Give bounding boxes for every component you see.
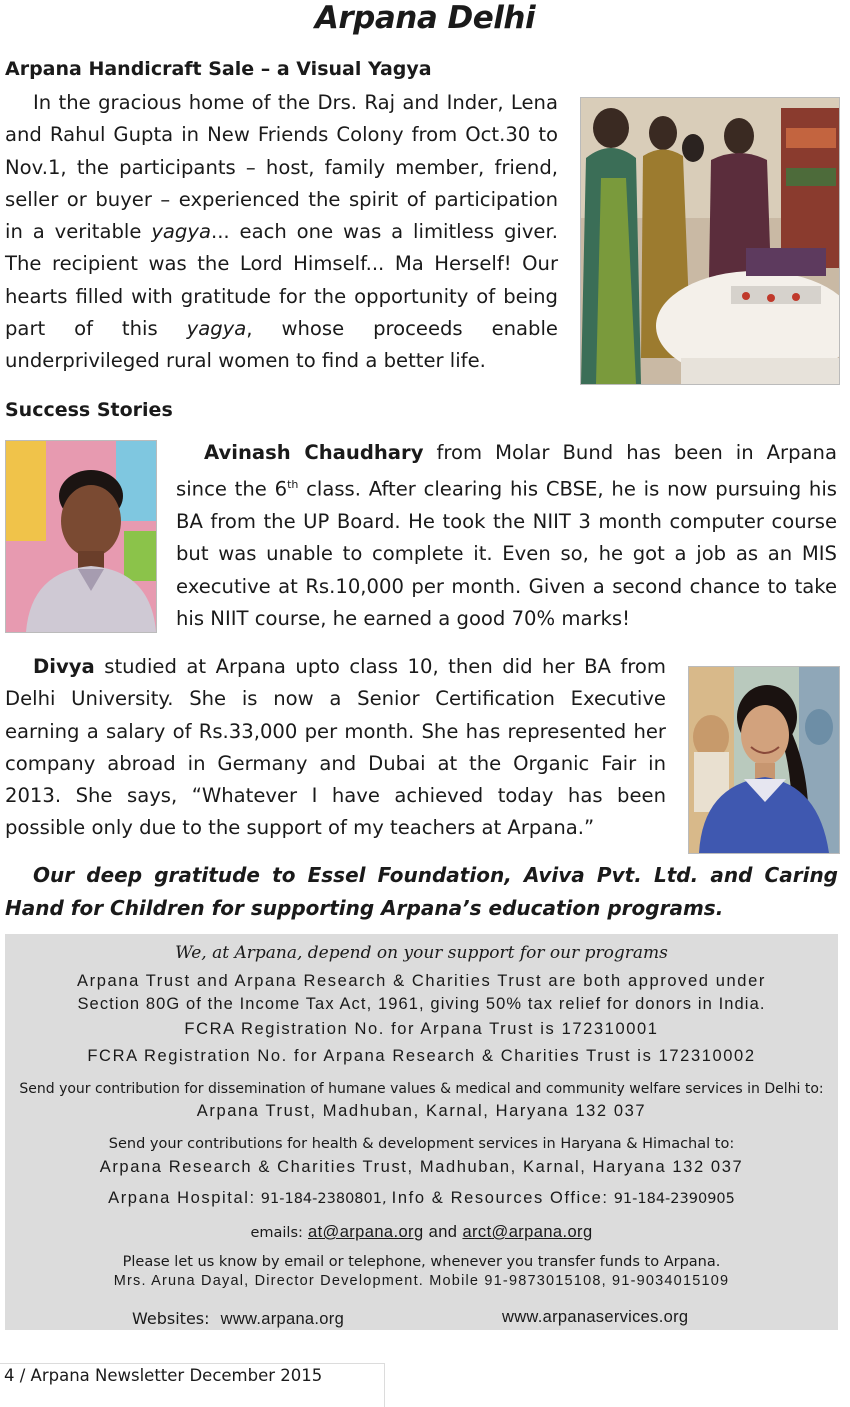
tax-line-2: Section 80G of the Income Tax Act, 1961, giving 50% tax relief for donors in India. [77, 995, 766, 1013]
delhi-address: Arpana Trust, Madhuban, Karnal, Haryana 132 037 [196, 1102, 647, 1120]
support-heading: We, at Arpana, depend on your support for our programs [175, 943, 668, 963]
footer-text: 4 / Arpana Newsletter December 2015 [4, 1366, 323, 1385]
avinash-photo [5, 440, 157, 633]
haryana-intro: Send your contributions for health & development services in Haryana & Himachal to: [108, 1136, 735, 1152]
gratitude-note: Our deep gratitude to Essel Foundation, Aviva Pvt. Ltd. and Caring Hand for Children for supporting Arpana’s education programs. [5, 863, 838, 920]
email-link-arct[interactable]: arct@arpana.org [462, 1223, 593, 1241]
office-label: Info & Resources Office: [391, 1189, 609, 1207]
divya-photo [688, 666, 840, 854]
website-link-arpana[interactable]: www.arpana.org [220, 1310, 345, 1328]
emails-label: emails: [250, 1225, 303, 1241]
support-box [5, 934, 838, 1330]
emails-line [5, 1222, 838, 1242]
fcra-line-2: FCRA Registration No. for Arpana Research & Charities Trust is 172310002 [87, 1047, 756, 1065]
success-stories-heading: Success Stories [5, 399, 173, 421]
handicraft-sale-photo [580, 97, 840, 385]
hospital-label: Arpana Hospital: [108, 1189, 256, 1207]
contact-line: Mrs. Aruna Dayal, Director Development. Mobile 91-9873015108, 91-9034015109 [113, 1273, 730, 1289]
notify-line: Please let us know by email or telephone, whenever you transfer funds to Arpana. [122, 1254, 721, 1270]
page-footer [0, 1363, 385, 1407]
sale-heading: Arpana Handicraft Sale – a Visual Yagya [5, 58, 432, 80]
sale-paragraph: In the gracious home of the Drs. Raj and Inder, Lena and Rahul Gupta in New Friends Colony from Oct.30 to Nov.1, the participants – host, family member, friend, seller or buyer – experienced the spirit of participation in a veritable yagya... each one was a limitless giver. The recipient was the Lord Himself... Ma Herself! Our hearts filled with gratitude for the opportunity of being part of this yagya, whose proceeds enable underprivileged rural women to find a better life. [5, 91, 558, 373]
website-link-arpanaservices[interactable]: www.arpanaservices.org [502, 1308, 689, 1326]
hospital-phone: 91-184-2380801, [260, 1191, 387, 1207]
page-title: Arpana Delhi [314, 0, 536, 36]
phone-line [5, 1188, 838, 1208]
office-phone: 91-184-2390905 [613, 1191, 735, 1207]
haryana-address: Arpana Research & Charities Trust, Madhuban, Karnal, Haryana 132 037 [99, 1158, 744, 1176]
email-link-at[interactable]: at@arpana.org [308, 1223, 424, 1241]
websites-label: Websites: [132, 1309, 210, 1328]
emails-and: and [428, 1223, 458, 1241]
fcra-line-1: FCRA Registration No. for Arpana Trust is 172310001 [184, 1020, 659, 1038]
websites-line [132, 1309, 344, 1329]
tax-line-1: Arpana Trust and Arpana Research & Charities Trust are both approved under [77, 972, 766, 990]
divya-story: Divya studied at Arpana upto class 10, then did her BA from Delhi University. She is now a Senior Certification Executive earning a salary of Rs.33,000 per month. She has represented her company abroad in Germany and Dubai at the Organic Fair in 2013. She says, “Whatever I have achieved today has been possible only due to the support of my teachers at Arpana.” [5, 655, 666, 840]
delhi-intro: Send your contribution for dissemination of humane values & medical and community welfare services in Delhi to: [19, 1081, 824, 1097]
avinash-story: Avinash Chaudhary from Molar Bund has been in Arpana since the 6th class. After clearing his CBSE, he is now pursuing his BA from the UP Board. He took the NIIT 3 month computer course but was unable to complete it. Even so, he got a job as an MIS executive at Rs.10,000 per month. Given a second chance to take his NIIT course, he earned a good 70% marks! [176, 441, 837, 631]
